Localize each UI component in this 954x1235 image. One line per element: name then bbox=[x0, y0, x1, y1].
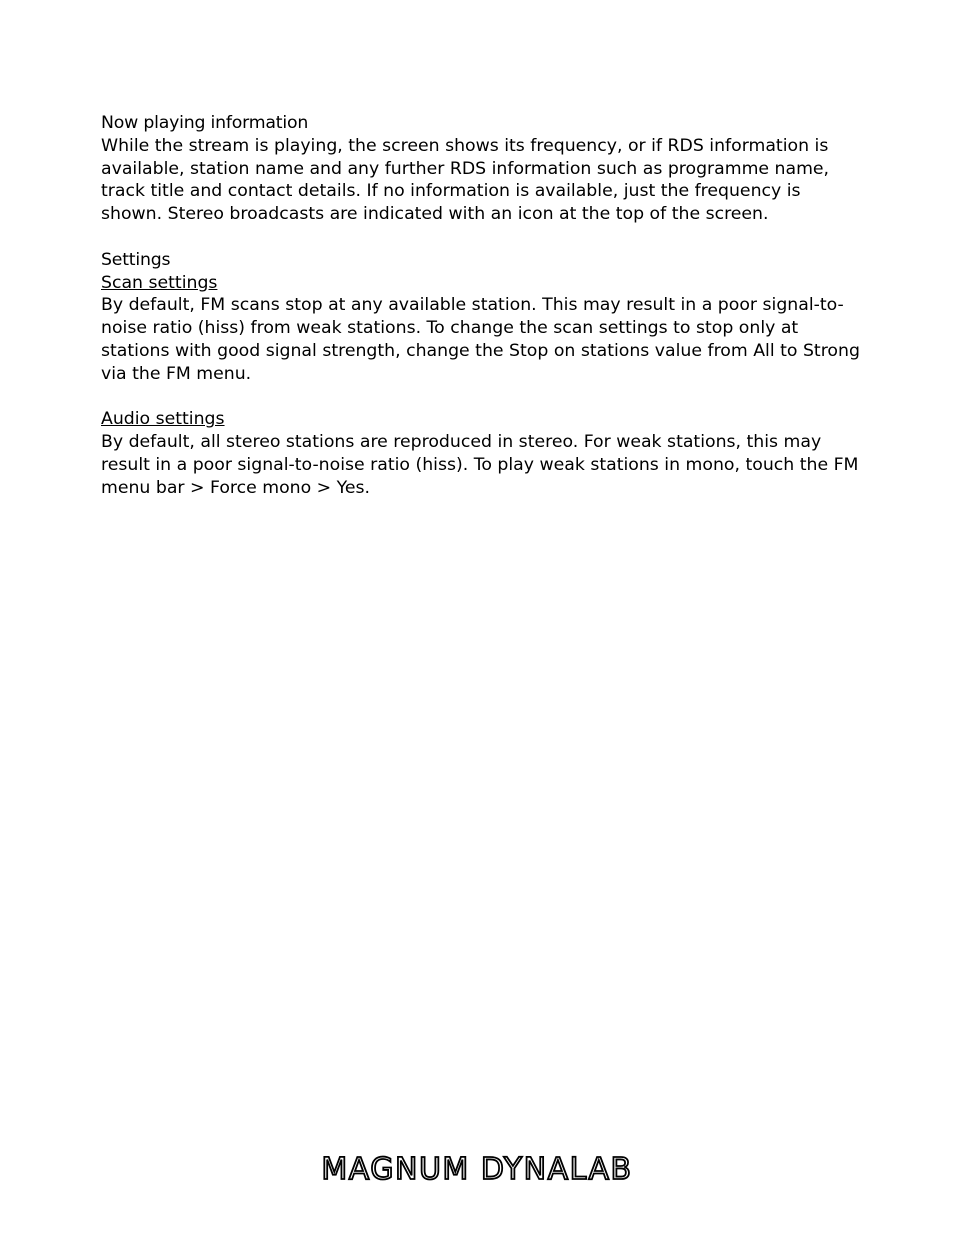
now-playing-heading: Now playing information bbox=[101, 113, 309, 133]
spacer bbox=[101, 386, 861, 409]
scan-settings-subheading: Scan settings bbox=[101, 272, 218, 293]
logo-text: MAGNUM DYNALAB bbox=[321, 1152, 633, 1187]
magnum-dynalab-logo-icon bbox=[287, 1148, 667, 1188]
audio-settings-subheading: Audio settings bbox=[101, 409, 225, 430]
audio-settings-paragraph: By default, all stereo stations are reproduced in stereo. For weak stations, this may result in a poor signal-to-noise ratio (hiss). To play weak stations in mono, touch the FM menu bar > Force mono > Yes. bbox=[101, 432, 859, 498]
document-body bbox=[101, 112, 861, 500]
scan-settings-paragraph: By default, FM scans stop at any available station. This may result in a poor signal-to-noise ratio (hiss) from weak stations. To change the scan settings to stop only at stations with good signal strength, change the Stop on stations value from All to Strong via the FM menu. bbox=[101, 295, 860, 384]
settings-heading: Settings bbox=[101, 249, 171, 270]
brand-logo bbox=[0, 1148, 954, 1192]
spacer bbox=[101, 226, 861, 249]
now-playing-paragraph: While the stream is playing, the screen shows its frequency, or if RDS information is available, station name and any further RDS information such as programme name, track title and contact details. If no information is available, just the frequency is shown. Stereo broadcasts are indicated with an icon at the top of the screen. bbox=[101, 135, 830, 225]
